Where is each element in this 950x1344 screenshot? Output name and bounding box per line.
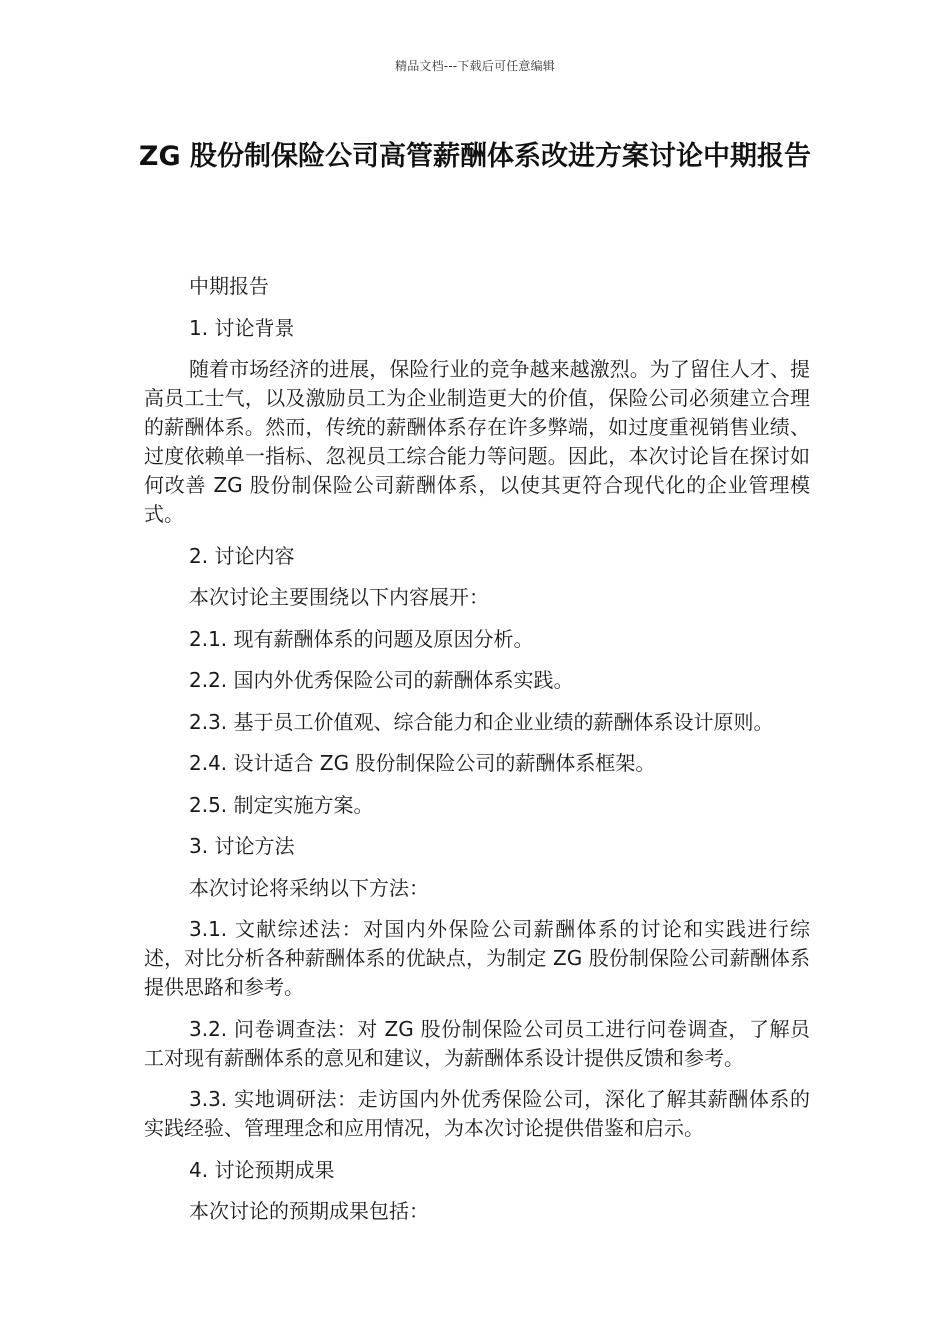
section-label: 中期报告 — [189, 274, 269, 298]
background-paragraph: 随着市场经济的进展，保险行业的竞争越来越激烈。为了留住人才、提高员工士气，以及激励员工为企业制造更大的价值，保险公司必须建立合理的薪酬体系。然而，传统的薪酬体系存在许多弊端，如过度重视销售业绩、过度依赖单一指标、忽视员工综合能力等问题。因此，本次讨论旨在探讨如何改善 ZG 股份制保险公司薪酬体系，以使其更符合现代化的企业管理模式。 — [144, 357, 810, 526]
method-item: 3.1. 文献综述法：对国内外保险公司薪酬体系的讨论和实践进行综述，对比分析各种薪酬体系的优缺点，为制定 ZG 股份制保险公司薪酬体系提供思路和参考。 — [144, 917, 810, 999]
method-intro: 本次讨论将采纳以下方法： — [189, 875, 429, 900]
section-heading-method: 3. 讨论方法 — [189, 834, 295, 858]
document-title: ZG 股份制保险公司高管薪酬体系改进方案讨论中期报告 — [138, 141, 812, 172]
outcomes-intro: 本次讨论的预期成果包括： — [189, 1199, 429, 1223]
list-item: 2.5. 制定实施方案。 — [189, 792, 374, 817]
section-heading-outcomes: 4. 讨论预期成果 — [189, 1157, 335, 1182]
method-item: 3.3. 实地调研法：走访国内外优秀保险公司，深化了解其薪酬体系的实践经验、管理理念和应用情况，为本次讨论提供借鉴和启示。 — [144, 1087, 810, 1140]
list-item: 2.3. 基于员工价值观、综合能力和企业业绩的薪酬体系设计原则。 — [189, 709, 774, 734]
list-item: 2.4. 设计适合 ZG 股份制保险公司的薪酬体系框架。 — [189, 751, 656, 775]
list-item: 2.2. 国内外优秀保险公司的薪酬体系实践。 — [189, 668, 574, 692]
page-header-note: 精品文档---下载后可任意编辑 — [395, 59, 555, 73]
section-heading-content: 2. 讨论内容 — [189, 543, 295, 568]
section-heading-background: 1. 讨论背景 — [189, 315, 295, 340]
list-item: 2.1. 现有薪酬体系的问题及原因分析。 — [189, 626, 534, 651]
method-item: 3.2. 问卷调查法：对 ZG 股份制保险公司员工进行问卷调查，了解员工对现有薪酬体系的意见和建议，为薪酬体系设计提供反馈和参考。 — [144, 1016, 810, 1070]
document-body — [144, 272, 810, 1239]
content-intro: 本次讨论主要围绕以下内容展开： — [189, 585, 489, 609]
